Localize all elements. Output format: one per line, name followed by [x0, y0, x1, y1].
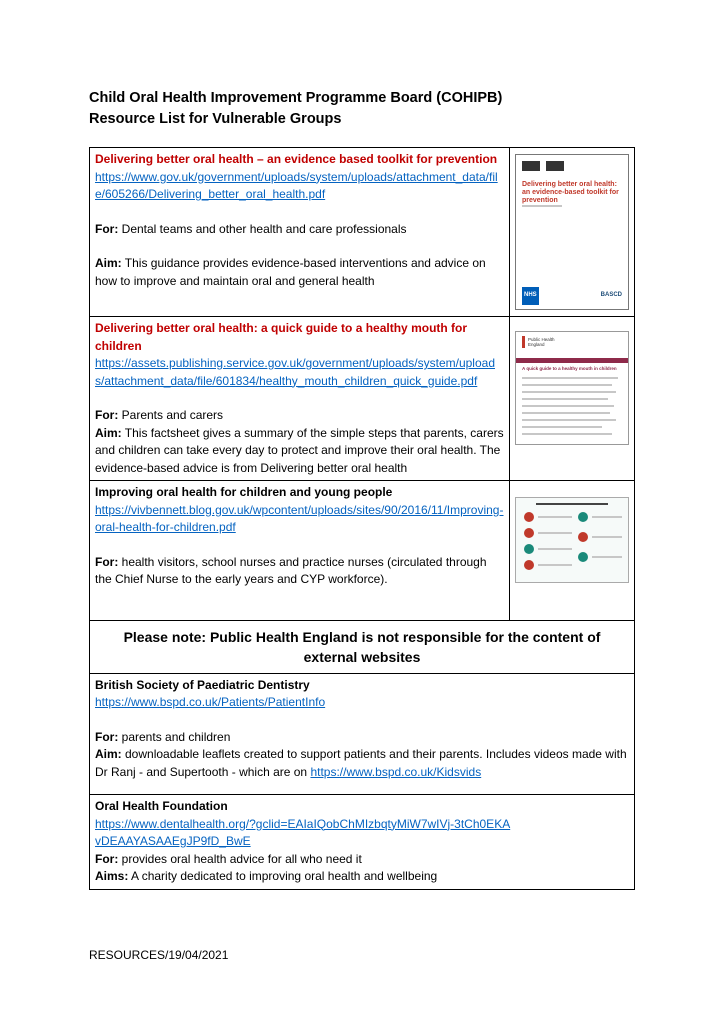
document-footer: RESOURCES/19/04/2021: [89, 948, 229, 962]
resource-for: For: parents and children: [95, 729, 231, 744]
document-heading: [89, 88, 502, 130]
resource-text-cell: [90, 317, 510, 481]
resource-for: For: health visitors, school nurses and practice nurses (circulated through the Chief Nurse to the early years and CYP workforce).: [95, 554, 487, 586]
resource-title: Delivering better oral health: a quick guide to a healthy mouth for children: [95, 321, 468, 353]
resource-row: [90, 481, 635, 621]
resource-for: For: Parents and carers: [95, 408, 224, 422]
resource-thumbnail-cell: [510, 317, 635, 481]
resource-text-cell: [90, 795, 635, 890]
resource-table: [89, 147, 635, 890]
resource-row: [90, 673, 635, 795]
resource-thumbnail-cell: [510, 481, 635, 621]
thumbnail-org: Public Health England: [528, 337, 555, 347]
toolkit-cover-thumbnail: [515, 154, 629, 310]
bascd-logo: BASCD: [600, 292, 622, 298]
nhs-logo: NHS: [522, 287, 539, 305]
heading-line-2: Resource List for Vulnerable Groups: [89, 111, 342, 127]
disclaimer-notice: Please note: Public Health England is not responsible for the content of external websites: [90, 620, 635, 673]
resource-link[interactable]: https://www.bspd.co.uk/Patients/PatientInfo: [95, 695, 326, 709]
resource-title: British Society of Paediatric Dentistry: [95, 677, 310, 692]
resource-text-cell: [90, 148, 510, 317]
resource-for: For: Dental teams and other health and care professionals: [95, 221, 407, 236]
resource-link[interactable]: https://assets.publishing.service.gov.uk/government/uploads/system/uploads/attachment_data/file/601834/healthy_mouth_children_quick_guide.pdf: [95, 356, 495, 388]
quick-guide-thumbnail: [515, 331, 629, 445]
infographic-thumbnail: [515, 497, 629, 583]
resource-text-cell: [90, 481, 510, 621]
resource-link[interactable]: https://www.dentalhealth.org/?gclid=EAIaIQobChMIzbqtyMiW7wIVj-3tCh0EKAvDEAAYASAAEgJP9fD_BwE: [95, 816, 511, 848]
thumbnail-title: A quick guide to a healthy mouth in children: [522, 366, 617, 371]
resource-link[interactable]: https://www.gov.uk/government/uploads/system/uploads/attachment_data/file/605266/Delivering_better_oral_health.pdf: [95, 169, 498, 201]
resource-row: [90, 148, 635, 317]
thumbnail-title: Delivering better oral health: an evidence-based toolkit for prevention: [522, 181, 619, 204]
resource-row: [90, 795, 635, 890]
resource-link[interactable]: https://vivbennett.blog.gov.uk/wpcontent/uploads/sites/90/2016/11/Improving-oral-health-for-children.pdf: [95, 502, 504, 534]
resource-aim: Aim: downloadable leaflets created to support patients and their parents. Includes videos made with Dr Ranj - and Supertooth - which are on https://www.bspd.co.uk/Kidsvids: [95, 747, 627, 779]
notice-row: [90, 620, 635, 673]
heading-line-1: Child Oral Health Improvement Programme Board (COHIPB): [89, 90, 503, 106]
resource-aim: Aims: A charity dedicated to improving oral health and wellbeing: [95, 869, 438, 883]
resource-aim: Aim: This factsheet gives a summary of the simple steps that parents, carers and children can take every day to protect and improve their oral health. The evidence-based advice is from Delivering better oral health: [95, 425, 504, 475]
resource-for: For: provides oral health advice for all who need it: [95, 851, 362, 866]
resource-title: Delivering better oral health – an evidence based toolkit for prevention: [95, 152, 498, 166]
resource-aim: Aim: This guidance provides evidence-based interventions and advice on how to improve and maintain oral and general health: [95, 256, 486, 288]
resource-row: [90, 317, 635, 481]
resource-title: Improving oral health for children and young people: [95, 485, 393, 499]
resource-thumbnail-cell: [510, 148, 635, 317]
resource-title: Oral Health Foundation: [95, 799, 228, 813]
resource-text-cell: [90, 673, 635, 795]
kidsvids-link[interactable]: https://www.bspd.co.uk/Kidsvids: [310, 764, 482, 779]
